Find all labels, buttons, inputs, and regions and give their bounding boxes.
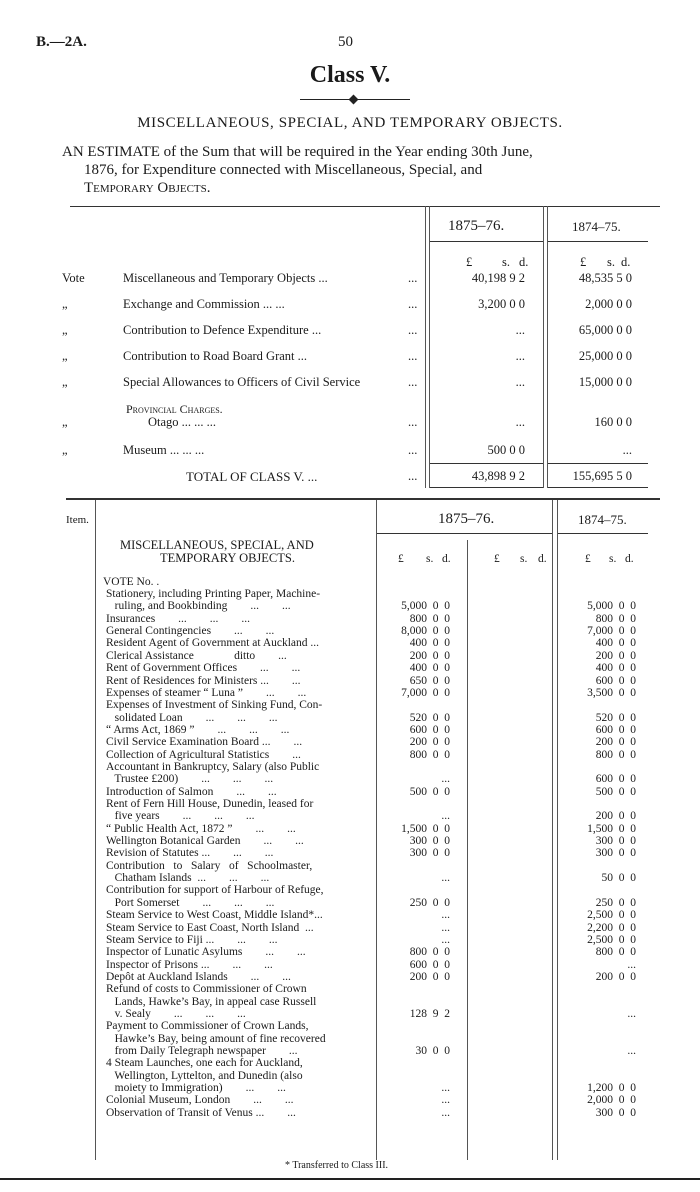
summary-col-divider-1 bbox=[425, 206, 426, 488]
detail-row-current: 800 0 0 bbox=[409, 946, 450, 959]
detail-row-text: Chatham Islands ... ... ... bbox=[106, 872, 270, 884]
summary-unit-pound-prior: £ bbox=[580, 255, 587, 269]
summary-row-prefix: „ bbox=[62, 443, 68, 457]
detail-row-text: Steam Service to West Coast, Middle Island*... bbox=[106, 909, 323, 922]
detail-row-text: solidated Loan ... ... ... bbox=[106, 711, 278, 724]
summary-row-prior: 15,000 0 0 bbox=[578, 375, 632, 389]
detail-row-prior: 3,500 0 0 bbox=[587, 686, 636, 699]
detail-row-prior: 2,000 0 0 bbox=[587, 1094, 636, 1107]
detail-row-prior: 200 0 0 bbox=[595, 649, 636, 662]
summary-row-current: 40,198 9 2 bbox=[471, 271, 525, 285]
detail-row-current: ... bbox=[441, 872, 450, 884]
detail-row-text: Contribution to Salary of Schoolmaster, bbox=[106, 859, 313, 872]
detail-row-prior: 800 0 0 bbox=[595, 946, 636, 959]
detail-row-current: 600 0 0 bbox=[409, 958, 450, 971]
detail-row-text: Colonial Museum, London ... ... bbox=[106, 1094, 294, 1107]
detail-row-prior: 600 0 0 bbox=[595, 674, 636, 687]
detail-section-title-1: MISCELLANEOUS, SPECIAL, AND bbox=[120, 538, 314, 552]
detail-year-prior: 1874–75. bbox=[578, 512, 627, 527]
summary-row-prior: 48,535 5 0 bbox=[578, 271, 632, 285]
detail-row-text: General Contingencies ... ... bbox=[106, 625, 275, 637]
detail-row-current: ... bbox=[441, 909, 450, 922]
summary-row-dots: ... bbox=[408, 297, 418, 311]
summary-row-label: Otago ... ... ... bbox=[148, 415, 217, 429]
title-ornament bbox=[349, 95, 359, 105]
detail-row-current: 30 0 0 bbox=[415, 1045, 450, 1057]
detail-row-text: Observation of Transit of Venus ... ... bbox=[106, 1106, 296, 1119]
detail-section-title-2: TEMPORARY OBJECTS. bbox=[160, 551, 295, 565]
detail-row-prior: 200 0 0 bbox=[595, 970, 636, 983]
detail-row-current: ... bbox=[441, 921, 450, 934]
provincial-heading: Provincial Charges. bbox=[126, 402, 223, 416]
detail-row-prior: 520 0 0 bbox=[595, 711, 636, 724]
detail-row-prior: 1,500 0 0 bbox=[587, 822, 636, 835]
summary-row-current: ... bbox=[515, 323, 525, 337]
detail-row-text: Expenses of Investment of Sinking Fund, Con- bbox=[106, 699, 323, 712]
summary-unit-s-current: s. bbox=[502, 255, 510, 269]
intro-line-2: 1876, for Expenditure connected with Miscellaneous, Special, and bbox=[84, 162, 483, 178]
summary-row-prior: 2,000 0 0 bbox=[585, 297, 632, 311]
detail-row-text: v. Sealy ... ... ... bbox=[106, 1007, 246, 1020]
detail-row-prior: ... bbox=[627, 1007, 636, 1020]
detail-row-current: 200 0 0 bbox=[409, 970, 450, 983]
detail-row-text: from Daily Telegraph newspaper ... bbox=[106, 1045, 298, 1057]
detail-row-prior: 2,500 0 0 bbox=[587, 909, 636, 922]
detail-row-text: Depôt at Auckland Islands ... ... bbox=[106, 970, 291, 983]
summary-row-dots: ... bbox=[408, 415, 418, 429]
detail-row-current: 600 0 0 bbox=[409, 723, 450, 736]
summary-bottom-rule-1 bbox=[430, 487, 543, 488]
detail-row-text: Collection of Agricultural Statistics ... bbox=[106, 748, 301, 761]
page-bottom-rule bbox=[0, 1178, 700, 1180]
summary-row-dots: ... bbox=[408, 271, 418, 285]
detail-row-text: moiety to Immigration) ... ... bbox=[106, 1082, 286, 1094]
detail-row-prior: 300 0 0 bbox=[595, 847, 636, 860]
detail-unit-s-prior: s. bbox=[609, 553, 617, 565]
detail-row-text: Clerical Assistance ditto ... bbox=[106, 649, 287, 662]
detail-item-divider bbox=[95, 500, 96, 1160]
subtitle: MISCELLANEOUS, SPECIAL, AND TEMPORARY OBJECTS. bbox=[137, 115, 563, 131]
detail-unit-pound-a: £ bbox=[398, 553, 404, 565]
summary-col-divider-2 bbox=[543, 206, 544, 488]
detail-row-prior: 2,200 0 0 bbox=[587, 921, 636, 934]
detail-row-prior: 200 0 0 bbox=[595, 736, 636, 749]
detail-row-current: 800 0 0 bbox=[409, 612, 450, 625]
detail-top-rule bbox=[66, 498, 660, 500]
detail-row-current: 300 0 0 bbox=[409, 847, 450, 860]
detail-row-current: 8,000 0 0 bbox=[401, 625, 450, 637]
detail-row-text: Contribution for support of Harbour of Refuge, bbox=[106, 884, 324, 897]
footnote: * Transferred to Class III. bbox=[285, 1160, 389, 1171]
summary-total-rule-2 bbox=[548, 463, 648, 464]
summary-unit-d-prior: d. bbox=[621, 255, 631, 269]
detail-row-text: 4 Steam Launches, one each for Auckland, bbox=[106, 1057, 303, 1070]
detail-row-current: 500 0 0 bbox=[409, 785, 450, 798]
class-title: Class V. bbox=[309, 62, 391, 88]
detail-row-text: Wellington, Lyttelton, and Dunedin (also bbox=[106, 1069, 303, 1082]
detail-col-divider-2 bbox=[467, 540, 468, 1160]
detail-row-prior: 1,200 0 0 bbox=[587, 1082, 636, 1094]
detail-col-divider-3 bbox=[552, 500, 553, 1160]
summary-row-dots: ... bbox=[408, 349, 418, 363]
intro-paragraph bbox=[62, 143, 533, 197]
detail-row-text: five years ... ... ... bbox=[106, 810, 255, 823]
detail-row-text: Refund of costs to Commissioner of Crown bbox=[106, 983, 307, 996]
summary-row-label: Museum ... ... ... bbox=[123, 443, 205, 457]
detail-row-current: ... bbox=[441, 773, 450, 786]
detail-row-prior: 50 0 0 bbox=[601, 872, 636, 884]
summary-year-rule-1 bbox=[430, 241, 543, 242]
summary-row-current: ... bbox=[515, 375, 525, 389]
detail-row-current: 200 0 0 bbox=[409, 649, 450, 662]
detail-row-text: Rent of Government Offices ... ... bbox=[106, 662, 301, 675]
summary-row-prior: 65,000 0 0 bbox=[578, 323, 632, 337]
detail-col-divider-3b bbox=[557, 500, 558, 1160]
summary-bottom-rule-2 bbox=[548, 487, 648, 488]
detail-row-current: 5,000 0 0 bbox=[401, 600, 450, 613]
detail-row-current: ... bbox=[441, 1106, 450, 1119]
detail-row-prior: 300 0 0 bbox=[595, 1106, 636, 1119]
detail-row-prior: 800 0 0 bbox=[595, 612, 636, 625]
detail-row-text: Rent of Residences for Ministers ... ... bbox=[106, 674, 301, 687]
detail-row-text: Payment to Commissioner of Crown Lands, bbox=[106, 1020, 309, 1033]
summary-total-prior: 155,695 5 0 bbox=[572, 469, 632, 483]
detail-row-prior: 2,500 0 0 bbox=[587, 933, 636, 946]
detail-row-text: Insurances ... ... ... bbox=[106, 612, 251, 625]
detail-row-prior: ... bbox=[627, 958, 636, 971]
detail-row-prior: 5,000 0 0 bbox=[587, 600, 636, 613]
detail-item-header: Item. bbox=[66, 514, 89, 526]
summary-row-prior: ... bbox=[622, 443, 632, 457]
detail-row-text: Hawke’s Bay, being amount of fine recovered bbox=[106, 1032, 326, 1045]
detail-unit-pound-prior: £ bbox=[585, 553, 591, 565]
detail-row-text: ruling, and Bookbinding ... ... bbox=[106, 600, 291, 613]
detail-row-text: Rent of Fern Hill House, Dunedin, leased for bbox=[106, 798, 314, 810]
detail-year-rule-1 bbox=[377, 533, 552, 534]
detail-year-rule-2 bbox=[558, 533, 648, 534]
summary-row-current: 3,200 0 0 bbox=[478, 297, 525, 311]
detail-row-prior: 7,000 0 0 bbox=[587, 625, 636, 637]
detail-unit-d-a: d. bbox=[442, 553, 451, 565]
summary-row-prefix: „ bbox=[62, 297, 68, 311]
detail-row-current: 128 9 2 bbox=[409, 1007, 450, 1020]
detail-row-text: Steam Service to Fiji ... ... ... bbox=[106, 933, 278, 946]
intro-line-3: Temporary Objects. bbox=[84, 180, 211, 196]
summary-row-prefix: Vote bbox=[62, 271, 85, 285]
detail-unit-d-b: d. bbox=[538, 553, 547, 565]
detail-unit-pound-b: £ bbox=[494, 553, 500, 565]
detail-row-prior: 600 0 0 bbox=[595, 723, 636, 736]
detail-row-prior: 200 0 0 bbox=[595, 810, 636, 823]
detail-row-current: 300 0 0 bbox=[409, 835, 450, 847]
summary-unit-pound-current: £ bbox=[466, 255, 473, 269]
detail-row-prior: 250 0 0 bbox=[595, 896, 636, 909]
summary-total-dots: ... bbox=[408, 469, 418, 483]
detail-row-prior: 300 0 0 bbox=[595, 835, 636, 847]
summary-row-current: 500 0 0 bbox=[487, 443, 525, 457]
summary-row-prefix: „ bbox=[62, 375, 68, 389]
summary-row-label: Miscellaneous and Temporary Objects ... bbox=[123, 271, 328, 285]
detail-col-divider-1 bbox=[376, 500, 377, 1160]
detail-row-text: Revision of Statutes ... ... ... bbox=[106, 847, 274, 860]
detail-row-current: 1,500 0 0 bbox=[401, 822, 450, 835]
document-reference: B.—2A. bbox=[36, 34, 87, 50]
page-number: 50 bbox=[338, 34, 353, 50]
intro-line-1: AN ESTIMATE of the Sum that will be required in the Year ending 30th June, bbox=[62, 144, 533, 160]
detail-row-prior: 600 0 0 bbox=[595, 773, 636, 786]
detail-row-current: ... bbox=[441, 810, 450, 823]
summary-year-rule-2 bbox=[548, 241, 648, 242]
summary-unit-s-prior: s. bbox=[607, 255, 615, 269]
vote-no-label: VOTE No. . bbox=[103, 576, 160, 588]
detail-row-prior: ... bbox=[627, 1045, 636, 1057]
detail-row-current: 520 0 0 bbox=[409, 711, 450, 724]
detail-row-current: ... bbox=[441, 1082, 450, 1094]
summary-col-divider-1b bbox=[429, 206, 430, 488]
detail-row-current: 400 0 0 bbox=[409, 662, 450, 675]
detail-year-current: 1875–76. bbox=[438, 511, 495, 527]
detail-row-current: ... bbox=[441, 1094, 450, 1107]
detail-unit-s-a: s. bbox=[426, 553, 434, 565]
summary-row-dots: ... bbox=[408, 375, 418, 389]
detail-row-prior: 500 0 0 bbox=[595, 785, 636, 798]
detail-row-prior: 800 0 0 bbox=[595, 748, 636, 761]
summary-row-current: ... bbox=[515, 349, 525, 363]
detail-row-current: 400 0 0 bbox=[409, 637, 450, 650]
summary-top-rule bbox=[70, 206, 660, 207]
detail-row-text: Trustee £200) ... ... ... bbox=[106, 773, 274, 786]
summary-row-label: Contribution to Road Board Grant ... bbox=[123, 349, 308, 363]
detail-row-text: Inspector of Lunatic Asylums ... ... bbox=[106, 946, 306, 959]
detail-row-text: Inspector of Prisons ... ... ... bbox=[106, 958, 273, 971]
detail-row-text: Lands, Hawke’s Bay, in appeal case Russell bbox=[106, 995, 317, 1008]
summary-row-dots: ... bbox=[408, 323, 418, 337]
summary-row-current: ... bbox=[515, 415, 525, 429]
detail-row-current: ... bbox=[441, 933, 450, 946]
summary-row-dots: ... bbox=[408, 443, 418, 457]
detail-row-text: Expenses of steamer “ Luna ” ... ... bbox=[106, 686, 307, 699]
detail-row-current: 250 0 0 bbox=[409, 896, 450, 909]
detail-row-prior: 400 0 0 bbox=[595, 637, 636, 650]
summary-row-prior: 25,000 0 0 bbox=[578, 349, 632, 363]
summary-row-prefix: „ bbox=[62, 349, 68, 363]
detail-row-text: Introduction of Salmon ... ... bbox=[106, 785, 277, 798]
summary-row-label: Exchange and Commission ... ... bbox=[123, 297, 285, 311]
summary-unit-d-current: d. bbox=[519, 255, 529, 269]
summary-year-prior: 1874–75. bbox=[572, 219, 621, 234]
summary-year-current: 1875–76. bbox=[448, 218, 505, 234]
detail-row-text: “ Arms Act, 1869 ” ... ... ... bbox=[106, 723, 290, 736]
detail-row-current: 800 0 0 bbox=[409, 748, 450, 761]
detail-unit-s-b: s. bbox=[520, 553, 528, 565]
detail-row-prior: 400 0 0 bbox=[595, 662, 636, 675]
summary-col-divider-2b bbox=[547, 206, 548, 488]
summary-row-prior: 160 0 0 bbox=[594, 415, 632, 429]
detail-row-text: Port Somerset ... ... ... bbox=[106, 896, 275, 909]
summary-total-label: TOTAL OF CLASS V. ... bbox=[186, 469, 318, 484]
summary-total-current: 43,898 9 2 bbox=[471, 469, 525, 483]
detail-row-text: “ Public Health Act, 1872 ” ... ... bbox=[106, 822, 296, 835]
detail-row-text: Resident Agent of Government at Auckland ... bbox=[106, 637, 320, 650]
detail-row-current: 200 0 0 bbox=[409, 736, 450, 749]
detail-row-current: 7,000 0 0 bbox=[401, 686, 450, 699]
summary-row-label: Contribution to Defence Expenditure ... bbox=[123, 323, 322, 337]
summary-total-rule-1 bbox=[430, 463, 543, 464]
detail-row-current: 650 0 0 bbox=[409, 674, 450, 687]
summary-row-prefix: „ bbox=[62, 415, 68, 429]
detail-row-text: Accountant in Bankruptcy, Salary (also Public bbox=[106, 760, 320, 773]
detail-row-text: Stationery, including Printing Paper, Machine- bbox=[106, 588, 321, 600]
summary-row-prefix: „ bbox=[62, 323, 68, 337]
detail-row-text: Steam Service to East Coast, North Island ... bbox=[106, 921, 314, 934]
detail-row-text: Civil Service Examination Board ... ... bbox=[106, 736, 303, 749]
detail-unit-d-prior: d. bbox=[625, 553, 634, 565]
summary-row-label: Special Allowances to Officers of Civil Service bbox=[123, 375, 361, 389]
detail-row-text: Wellington Botanical Garden ... ... bbox=[106, 835, 304, 847]
